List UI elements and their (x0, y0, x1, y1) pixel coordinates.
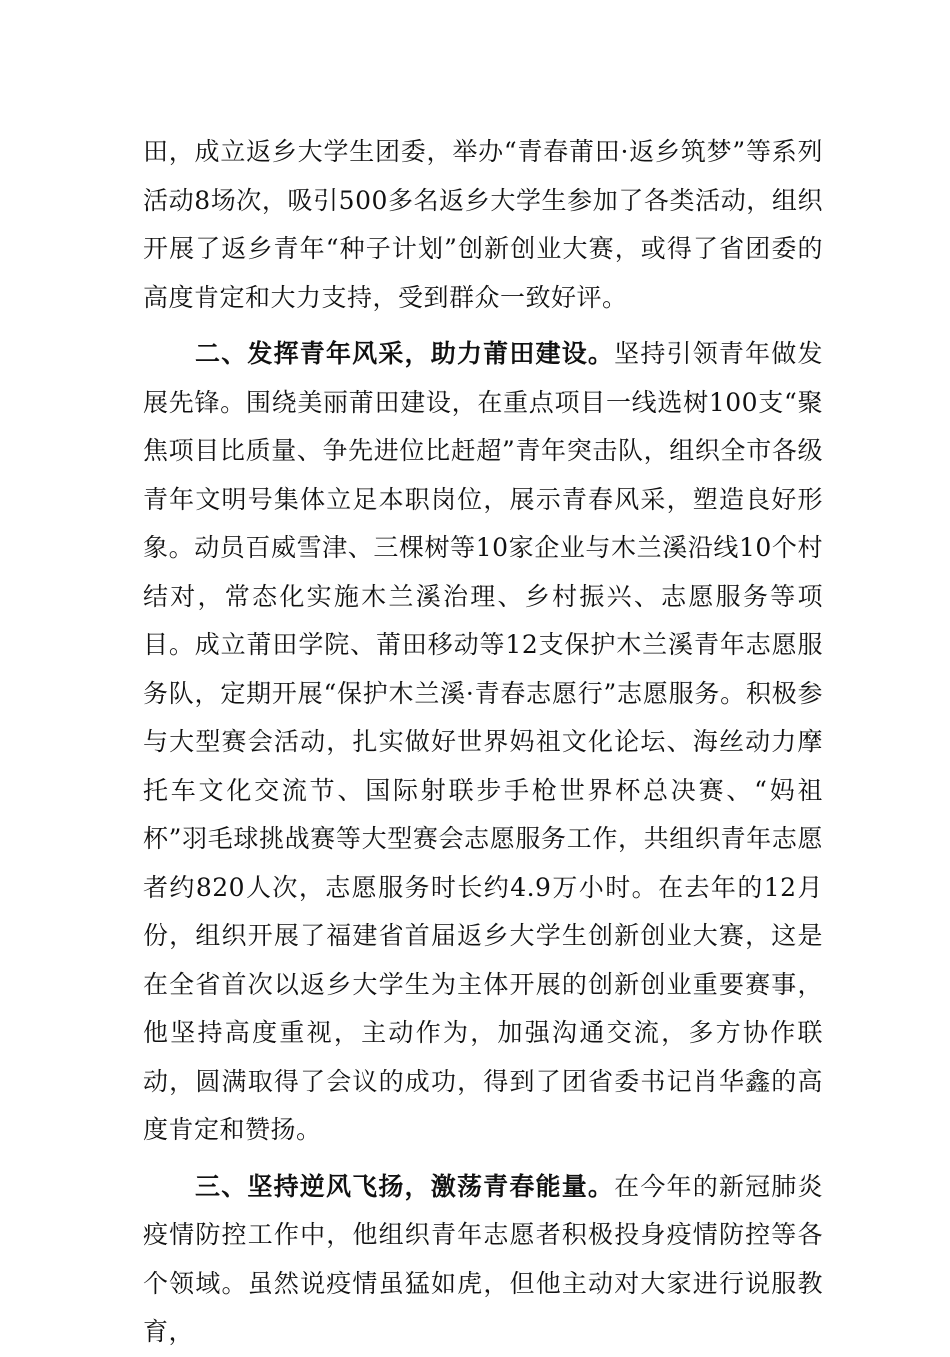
paragraph-3-text: 在今年的新冠肺炎疫情防控工作中，他组织青年志愿者积极投身疫情防控等各个领域。虽然说疫情虽猛如虎，但他主动对大家进行说服教育， (143, 1171, 823, 1346)
paragraph-2 (143, 330, 823, 1155)
paragraph-3 (143, 1163, 823, 1357)
section-heading-2: 二、发挥青年风采，助力莆田建设。 (195, 339, 615, 368)
document-body (143, 128, 823, 1357)
paragraph-2-text: 坚持引领青年做发展先锋。围绕美丽莆田建设，在重点项目一线选树100支“聚焦项目比质量、争先进位比赶超”青年突击队，组织全市各级青年文明号集体立足本职岗位，展示青春风采，塑造良好形象。动员百威雪津、三棵树等10家企业与木兰溪沿线10个村结对，常态化实施木兰溪治理、乡村振兴、志愿服务等项目。成立莆田学院、莆田移动等12支保护木兰溪青年志愿服务队，定期开展“保护木兰溪·青春志愿行”志愿服务。积极参与大型赛会活动，扎实做好世界妈祖文化论坛、海丝动力摩托车文化交流节、国际射联步手枪世界杯总决赛、“妈祖杯”羽毛球挑战赛等大型赛会志愿服务工作，共组织青年志愿者约820人次，志愿服务时长约4.9万小时。在去年的12月份，组织开展了福建省首届返乡大学生创新创业大赛，这是在全省首次以返乡大学生为主体开展的创新创业重要赛事，他坚持高度重视，主动作为，加强沟通交流，多方协作联动，圆满取得了会议的成功，得到了团省委书记肖华鑫的高度肯定和赞扬。 (143, 339, 823, 1144)
section-heading-3: 三、坚持逆风飞扬，激荡青春能量。 (195, 1171, 615, 1201)
paragraph-1-text: 田，成立返乡大学生团委，举办“青春莆田·返乡筑梦”等系列活动8场次，吸引500多名返乡大学生参加了各类活动，组织开展了返乡青年“种子计划”创新创业大赛，或得了省团委的高度肯定和大力支持，受到群众一致好评。 (143, 137, 823, 312)
paragraph-1 (143, 128, 823, 322)
